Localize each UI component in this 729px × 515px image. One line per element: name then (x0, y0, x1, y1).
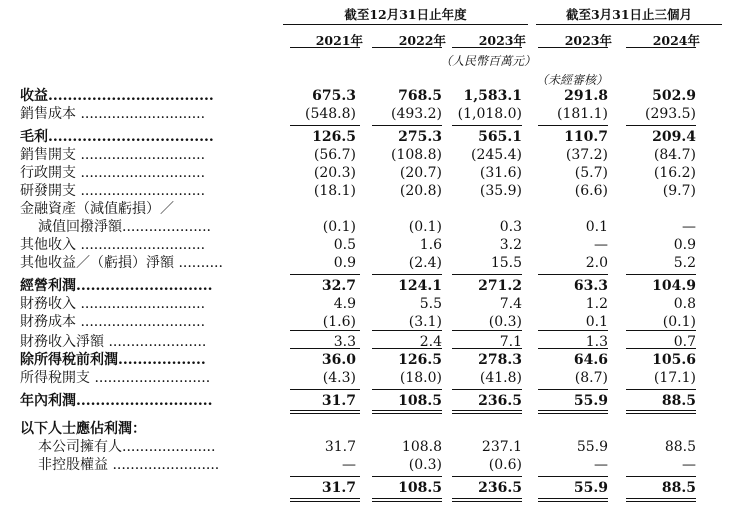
table-row (0, 182, 729, 200)
value-cell: 32.7 (321, 278, 356, 294)
row-label: 銷售開支 ............................ (20, 147, 206, 163)
year-header-2024-q1: 2024年 (652, 33, 700, 48)
year-header-2023-q1: 2023年 (564, 33, 612, 48)
value-cell: 209.4 (652, 129, 696, 145)
value-cell: 88.5 (661, 393, 696, 409)
value-cell: (5.7) (574, 165, 608, 181)
table-row (0, 218, 729, 236)
value-cell: (4.3) (322, 370, 356, 386)
total-double-rule (538, 410, 608, 411)
value-cell: 2.0 (585, 255, 608, 271)
value-cell: 0.9 (333, 255, 356, 271)
row-label: 其他收益／（虧損）淨額 .......... (20, 255, 223, 271)
table-row (0, 351, 729, 369)
value-cell: 4.9 (333, 296, 356, 312)
table-row (0, 87, 729, 105)
value-cell: (1,018.0) (457, 106, 522, 122)
value-cell: (0.6) (488, 457, 522, 473)
value-cell: 3.2 (499, 237, 522, 253)
subtotal-rule (626, 389, 696, 390)
value-cell: (6.6) (574, 183, 608, 199)
subtotal-rule (290, 389, 360, 390)
table-row (0, 105, 729, 123)
total-double-rule (626, 410, 696, 411)
row-label: 其他收入 ............................ (20, 237, 206, 253)
subtotal-rule (626, 348, 696, 349)
value-cell: — (682, 457, 696, 473)
total-double-rule (452, 498, 522, 499)
value-cell: (8.7) (574, 370, 608, 386)
subtotal-rule (452, 125, 522, 126)
total-double-rule (626, 413, 696, 414)
year-header-2022: 2022年 (398, 33, 446, 48)
value-cell: 15.5 (490, 255, 522, 271)
table-row (0, 456, 729, 474)
table-row (0, 438, 729, 456)
value-cell: (2.4) (408, 255, 442, 271)
value-cell: 55.9 (573, 480, 608, 496)
value-cell (366, 420, 442, 438)
subtotal-rule (372, 125, 442, 126)
subtotal-rule (372, 330, 442, 331)
year-rule-3 (538, 47, 608, 48)
total-double-rule (452, 501, 522, 502)
subtotal-rule (538, 330, 608, 331)
quarter-header-rule (536, 24, 722, 25)
value-cell: 5.5 (419, 296, 442, 312)
value-cell: 7.4 (499, 296, 522, 312)
value-cell: 0.1 (585, 314, 608, 330)
value-cell: (0.3) (408, 457, 442, 473)
value-cell: 1.6 (419, 237, 442, 253)
total-double-rule (452, 413, 522, 414)
value-cell: 108.5 (398, 480, 442, 496)
subtotal-rule (290, 476, 360, 477)
subtotal-rule (538, 274, 608, 275)
value-cell: (3.1) (408, 314, 442, 330)
row-label: 金融資產（減值虧損）／ (20, 201, 174, 217)
value-cell: (0.3) (488, 314, 522, 330)
value-cell: 31.7 (324, 439, 356, 455)
value-cell: (35.9) (479, 183, 522, 199)
year-rule-0 (290, 47, 360, 48)
subtotal-rule (372, 476, 442, 477)
value-cell: — (682, 219, 696, 235)
value-cell: 31.7 (321, 393, 356, 409)
total-double-rule (372, 413, 442, 414)
subtotal-rule (538, 348, 608, 349)
value-cell: 55.9 (576, 439, 608, 455)
currency-unit-note: （人民幣百萬元） (440, 54, 537, 68)
row-label: 本公司擁有人..................... (38, 439, 216, 455)
table-row (0, 295, 729, 313)
row-label: 研發開支 ............................ (20, 183, 206, 199)
row-label (20, 479, 275, 497)
subtotal-rule (452, 274, 522, 275)
value-cell: 0.8 (673, 296, 696, 312)
row-label: 行政開支 ............................ (20, 165, 206, 181)
value-cell: 1.3 (585, 334, 608, 350)
value-cell: 104.9 (652, 278, 696, 294)
annual-period-header: 截至12月31日止年度 (344, 7, 467, 22)
table-row (0, 313, 729, 331)
value-cell: 0.3 (499, 219, 522, 235)
subtotal-rule (290, 125, 360, 126)
value-cell: (20.7) (399, 165, 442, 181)
row-label: 減值回撥淨額.................... (38, 219, 212, 235)
table-row (0, 479, 729, 497)
subtotal-rule (372, 274, 442, 275)
value-cell: (0.1) (408, 219, 442, 235)
total-double-rule (372, 498, 442, 499)
subtotal-rule (372, 389, 442, 390)
total-double-rule (372, 410, 442, 411)
value-cell: (41.8) (479, 370, 522, 386)
table-row (0, 200, 729, 218)
subtotal-rule (538, 389, 608, 390)
year-rule-1 (372, 47, 442, 48)
value-cell (446, 420, 522, 438)
subtotal-rule (290, 348, 360, 349)
subtotal-rule (290, 330, 360, 331)
value-cell: (56.7) (313, 147, 356, 163)
value-cell: (18.0) (399, 370, 442, 386)
table-row (0, 128, 729, 146)
year-rule-2 (452, 47, 522, 48)
table-row (0, 420, 729, 438)
table-row (0, 164, 729, 182)
subtotal-rule (626, 274, 696, 275)
value-cell: 36.0 (321, 352, 356, 368)
table-row (0, 369, 729, 387)
value-cell: 565.1 (478, 129, 522, 145)
row-label: 財務收入淨額 ...................... (20, 334, 207, 350)
subtotal-rule (538, 125, 608, 126)
value-cell: 0.1 (585, 219, 608, 235)
value-cell: (1.6) (322, 314, 356, 330)
value-cell: 7.1 (499, 334, 522, 350)
year-header-2021: 2021年 (315, 33, 363, 48)
value-cell: (181.1) (556, 106, 608, 122)
value-cell: 31.7 (321, 480, 356, 496)
value-cell: 275.3 (398, 129, 442, 145)
total-double-rule (538, 498, 608, 499)
value-cell: — (594, 457, 608, 473)
value-cell (532, 420, 608, 438)
subtotal-rule (626, 476, 696, 477)
value-cell: (9.7) (662, 183, 696, 199)
value-cell: 0.5 (333, 237, 356, 253)
row-label: 財務收入 ............................ (20, 296, 206, 312)
value-cell: 64.6 (573, 352, 608, 368)
subtotal-rule (452, 389, 522, 390)
value-cell: 675.3 (312, 88, 356, 104)
subtotal-rule (538, 476, 608, 477)
year-header-2023: 2023年 (478, 33, 526, 48)
value-cell (366, 200, 442, 218)
year-rule-4 (626, 47, 696, 48)
subtotal-rule (452, 348, 522, 349)
value-cell: 3.3 (333, 334, 356, 350)
value-cell: 108.8 (401, 439, 442, 455)
value-cell: 0.7 (673, 334, 696, 350)
table-row (0, 146, 729, 164)
value-cell: 1.2 (585, 296, 608, 312)
total-double-rule (290, 413, 360, 414)
value-cell: 0.9 (673, 237, 696, 253)
value-cell (280, 200, 356, 218)
value-cell: 110.7 (564, 129, 608, 145)
value-cell (446, 200, 522, 218)
annual-header-rule (283, 24, 528, 25)
table-row (0, 236, 729, 254)
value-cell: 88.5 (661, 480, 696, 496)
total-double-rule (452, 410, 522, 411)
subtotal-rule (452, 330, 522, 331)
value-cell (620, 200, 696, 218)
value-cell: 237.1 (481, 439, 522, 455)
value-cell: 2.4 (419, 334, 442, 350)
row-label: 財務成本 ............................ (20, 314, 206, 330)
row-label: 所得稅開支 .......................... (20, 370, 211, 386)
row-label: 非控股權益 ........................ (38, 457, 220, 473)
total-double-rule (626, 498, 696, 499)
value-cell: 236.5 (478, 480, 522, 496)
total-double-rule (538, 413, 608, 414)
value-cell: (20.3) (313, 165, 356, 181)
value-cell (280, 420, 356, 438)
row-label: 以下人士應佔利潤： (20, 421, 146, 437)
value-cell: 126.5 (398, 352, 442, 368)
subtotal-rule (626, 330, 696, 331)
subtotal-rule (452, 476, 522, 477)
value-cell: 768.5 (398, 88, 442, 104)
value-cell: (493.2) (390, 106, 442, 122)
table-row (0, 392, 729, 410)
subtotal-rule (372, 348, 442, 349)
value-cell: 291.8 (564, 88, 608, 104)
total-double-rule (290, 498, 360, 499)
value-cell: (20.8) (399, 183, 442, 199)
row-label: 除所得稅前利潤.................. (20, 352, 206, 368)
table-row (0, 333, 729, 351)
value-cell: (31.6) (479, 165, 522, 181)
row-label: 年內利潤............................ (20, 393, 213, 409)
value-cell: (17.1) (653, 370, 696, 386)
value-cell: 55.9 (573, 393, 608, 409)
value-cell: (548.8) (304, 106, 356, 122)
value-cell: 1,583.1 (463, 88, 522, 104)
value-cell: 278.3 (478, 352, 522, 368)
table-row (0, 254, 729, 272)
value-cell: (0.1) (662, 314, 696, 330)
value-cell: (245.4) (470, 147, 522, 163)
total-double-rule (290, 501, 360, 502)
unaudited-note: （未經審核） (536, 73, 609, 87)
value-cell: — (342, 457, 356, 473)
value-cell: — (594, 237, 608, 253)
table-row (0, 277, 729, 295)
value-cell: 108.5 (398, 393, 442, 409)
value-cell (532, 200, 608, 218)
subtotal-rule (290, 274, 360, 275)
value-cell: (37.2) (565, 147, 608, 163)
value-cell: (293.5) (644, 106, 696, 122)
value-cell: 105.6 (652, 352, 696, 368)
total-double-rule (626, 501, 696, 502)
row-label: 經營利潤............................ (20, 278, 213, 294)
row-label: 收益.................................. (20, 88, 214, 104)
value-cell: 88.5 (664, 439, 696, 455)
value-cell: (16.2) (653, 165, 696, 181)
value-cell: 63.3 (573, 278, 608, 294)
value-cell: 502.9 (652, 88, 696, 104)
value-cell: (108.8) (390, 147, 442, 163)
value-cell: 126.5 (312, 129, 356, 145)
row-label: 銷售成本 ............................ (20, 106, 206, 122)
total-double-rule (290, 410, 360, 411)
total-double-rule (538, 501, 608, 502)
value-cell: 124.1 (398, 278, 442, 294)
value-cell: (18.1) (313, 183, 356, 199)
row-label: 毛利.................................. (20, 129, 214, 145)
quarter-period-header: 截至3月31日止三個月 (565, 7, 693, 22)
value-cell: 236.5 (478, 393, 522, 409)
value-cell: 271.2 (478, 278, 522, 294)
subtotal-rule (626, 125, 696, 126)
value-cell (620, 420, 696, 438)
total-double-rule (372, 501, 442, 502)
value-cell: 5.2 (673, 255, 696, 271)
value-cell: (84.7) (653, 147, 696, 163)
value-cell: (0.1) (322, 219, 356, 235)
